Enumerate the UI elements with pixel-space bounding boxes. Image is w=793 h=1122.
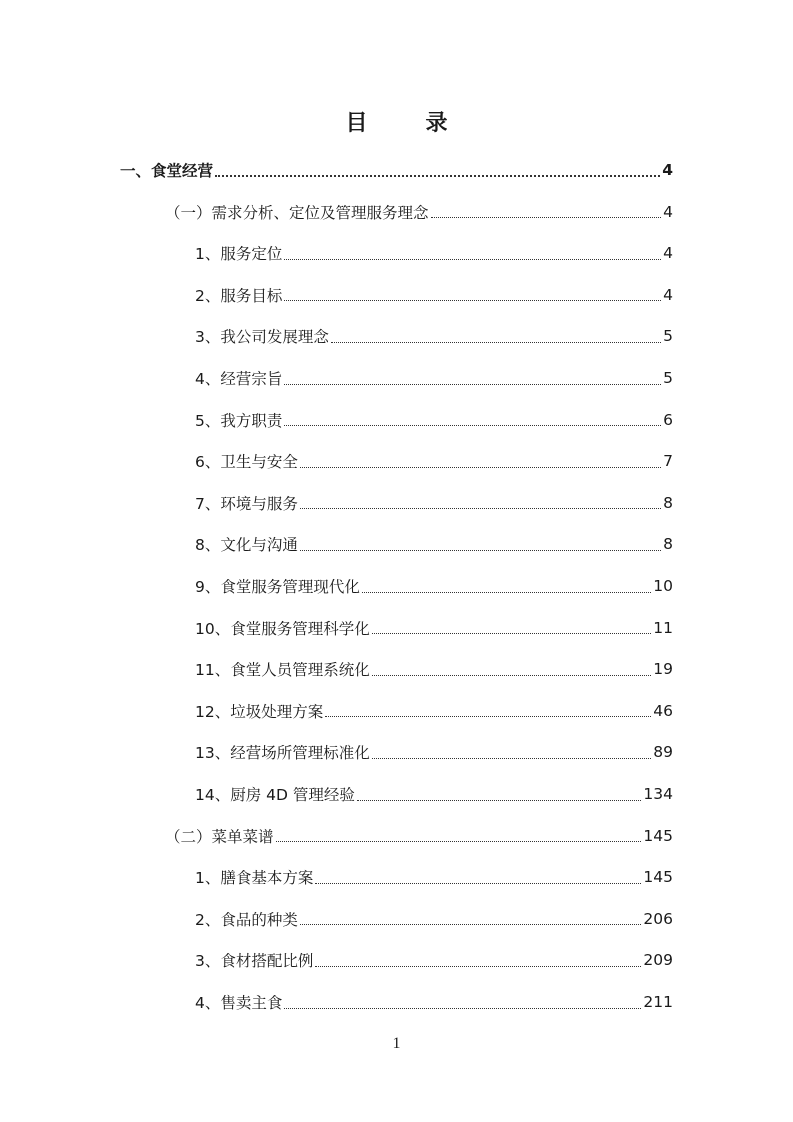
dot-leader — [215, 175, 660, 177]
toc-entry[interactable] — [195, 940, 673, 980]
toc-entry[interactable] — [195, 691, 673, 731]
toc-entry[interactable] — [195, 524, 673, 564]
toc-entry-page: 10 — [653, 577, 673, 595]
toc-entry-page: 209 — [643, 951, 673, 970]
dot-leader — [357, 800, 642, 801]
toc-entry-label: 14、厨房 4D 管理经验 — [195, 786, 355, 804]
toc-entry-label: 6、卫生与安全 — [195, 453, 298, 472]
toc-entry[interactable] — [195, 441, 673, 481]
dot-leader — [284, 384, 661, 385]
toc-entry-page: 4 — [663, 244, 673, 263]
toc-entry[interactable] — [165, 816, 673, 856]
toc-entry[interactable] — [120, 150, 673, 190]
toc-entry-page: 4 — [662, 161, 673, 179]
dot-leader — [372, 758, 652, 759]
toc-entry-page: 11 — [653, 618, 673, 637]
toc-entry[interactable] — [195, 233, 673, 273]
toc-entry[interactable] — [195, 400, 673, 440]
toc-entry-label: 9、食堂服务管理现代化 — [195, 578, 360, 596]
toc-entry[interactable] — [195, 358, 673, 398]
toc-entry-page: 145 — [643, 826, 673, 845]
toc-title: 目 录 — [345, 111, 466, 136]
toc-entry[interactable] — [195, 608, 673, 648]
dot-leader — [276, 841, 642, 842]
dot-leader — [284, 425, 661, 426]
toc-entry-label: 12、垃圾处理方案 — [195, 702, 324, 721]
toc-entry-page: 4 — [663, 285, 673, 304]
toc-entry-page: 206 — [643, 909, 673, 928]
toc-entry-page: 8 — [663, 535, 673, 554]
toc-entry-label: 3、食材搭配比例 — [195, 952, 314, 971]
dot-leader — [431, 217, 662, 218]
toc-entry-label: 13、经营场所管理标准化 — [195, 744, 370, 763]
toc-entry[interactable] — [195, 483, 673, 523]
toc-entry-page: 6 — [663, 410, 673, 429]
dot-leader — [284, 300, 661, 301]
dot-leader — [300, 550, 661, 551]
toc-entry[interactable] — [195, 732, 673, 772]
toc-entry-label: 4、经营宗旨 — [195, 370, 283, 388]
toc-entry-label: 一、食堂经营 — [120, 162, 214, 180]
dot-leader — [372, 633, 652, 634]
page-number: 1 — [392, 1035, 401, 1052]
toc-entry-page: 19 — [653, 660, 673, 679]
toc-entry-label: 3、我公司发展理念 — [195, 328, 329, 347]
toc-entry-page: 7 — [663, 452, 673, 471]
toc-entry-page: 5 — [663, 369, 673, 387]
dot-leader — [300, 467, 661, 468]
dot-leader — [362, 592, 651, 593]
dot-leader — [331, 342, 661, 343]
toc-entry[interactable] — [195, 774, 673, 814]
toc-entry-page: 8 — [663, 493, 673, 512]
dot-leader — [300, 924, 642, 925]
toc-entry-page: 145 — [643, 868, 673, 887]
toc-entry-label: （一）需求分析、定位及管理服务理念 — [165, 203, 429, 222]
toc-entry-label: 1、服务定位 — [195, 245, 283, 264]
toc-entry[interactable] — [195, 275, 673, 315]
dot-leader — [315, 966, 641, 967]
toc-entry-label: 8、文化与沟通 — [195, 536, 298, 555]
toc-entry-label: 11、食堂人员管理系统化 — [195, 661, 370, 680]
toc-entry-label: 2、食品的种类 — [195, 910, 298, 929]
dot-leader — [284, 259, 661, 260]
toc-entry[interactable] — [195, 566, 673, 606]
toc-entry[interactable] — [195, 857, 673, 897]
dot-leader — [315, 883, 641, 884]
toc-entry-label: 5、我方职责 — [195, 411, 283, 430]
toc-entry-page: 211 — [643, 993, 673, 1011]
toc-entry-page: 89 — [653, 743, 673, 762]
toc-entry-page: 4 — [663, 202, 673, 221]
toc-entry[interactable] — [195, 899, 673, 939]
toc-entry-page: 46 — [653, 701, 673, 720]
toc-entry-label: 2、服务目标 — [195, 286, 283, 305]
dot-leader — [372, 675, 652, 676]
dot-leader — [325, 716, 651, 717]
toc-entry[interactable] — [195, 982, 673, 1022]
dot-leader — [300, 508, 661, 509]
toc-entry-label: 7、环境与服务 — [195, 494, 298, 513]
toc-entry-label: （二）菜单菜谱 — [165, 827, 274, 846]
dot-leader — [284, 1008, 641, 1009]
toc-entry[interactable] — [195, 649, 673, 689]
toc-entry-page: 134 — [643, 785, 673, 803]
toc-entry[interactable] — [195, 316, 673, 356]
toc-entry-page: 5 — [663, 327, 673, 346]
toc-entry[interactable] — [165, 192, 673, 232]
toc-entry-label: 10、食堂服务管理科学化 — [195, 619, 370, 638]
toc-entry-label: 1、膳食基本方案 — [195, 869, 314, 888]
toc-entry-label: 4、售卖主食 — [195, 994, 283, 1012]
